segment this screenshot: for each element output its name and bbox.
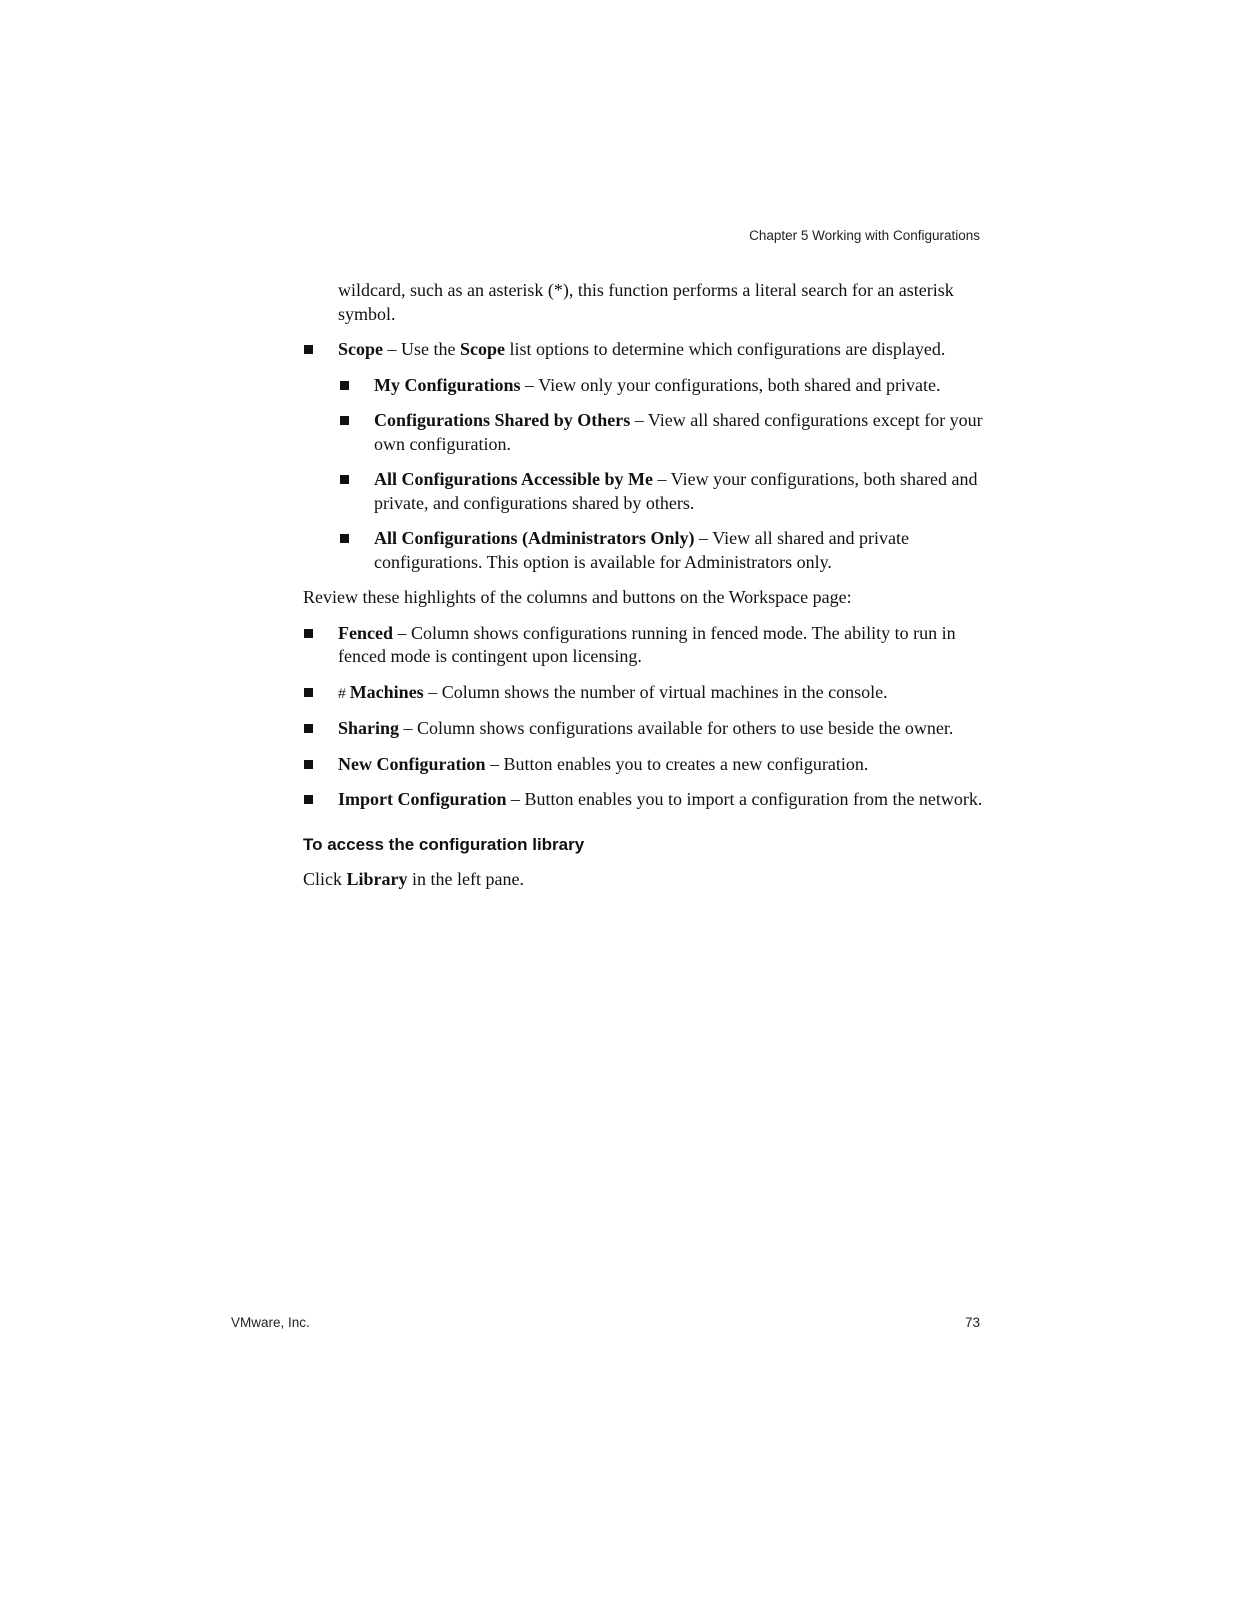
scope-text-a: – Use the xyxy=(383,339,460,359)
option-term: Configurations Shared by Others xyxy=(374,410,631,430)
highlight-desc: – Button enables you to creates a new configuration. xyxy=(485,753,869,774)
list-item-scope xyxy=(303,338,983,362)
procedure-step xyxy=(303,868,983,892)
option-term: All Configurations (Administrators Only) xyxy=(374,528,695,548)
procedure-heading: To access the configuration library xyxy=(303,834,585,854)
option-desc: – View all shared configurations except for your own configuration. xyxy=(374,410,983,454)
list-item-highlight xyxy=(303,717,983,741)
list-item-highlight xyxy=(303,681,983,706)
scope-text-b: list options to determine which configurations are displayed. xyxy=(504,339,946,359)
bullet-square-icon xyxy=(340,381,349,390)
highlight-term: Fenced xyxy=(338,622,393,643)
running-header: Chapter 5 Working with Configurations xyxy=(749,228,980,243)
scope-term-2: Scope xyxy=(459,339,505,359)
highlight-term: Import Configuration xyxy=(338,789,507,809)
highlight-desc: – Button enables you to import a configuration from the network. xyxy=(506,789,983,809)
page-body xyxy=(303,279,983,903)
procedure-term: Library xyxy=(346,868,408,889)
option-desc: – View all shared and private configurations. This option is available for Administrators only. xyxy=(374,528,910,572)
procedure-text-b: in the left pane. xyxy=(407,868,524,889)
bullet-square-icon xyxy=(340,475,349,484)
highlight-prefix: # xyxy=(338,684,350,701)
review-paragraph: Review these highlights of the columns and buttons on the Workspace page: xyxy=(303,587,852,607)
page-number: 73 xyxy=(964,1315,980,1330)
list-item-scope-option xyxy=(339,409,983,456)
option-desc: – View only your configurations, both shared and private. xyxy=(520,374,941,395)
highlight-term: Machines xyxy=(349,681,424,702)
intro-continuation: wildcard, such as an asterisk (*), this function performs a literal search for an asterisk symbol. xyxy=(338,280,954,324)
highlight-term: New Configuration xyxy=(338,753,486,774)
bullet-square-icon xyxy=(304,795,313,804)
list-item-scope-option xyxy=(339,468,983,515)
bullet-square-icon xyxy=(304,760,313,769)
option-desc: – View your configurations, both shared and private, and configurations shared by others. xyxy=(374,469,978,513)
highlight-desc: – Column shows the number of virtual machines in the console. xyxy=(423,681,888,702)
highlight-term: Sharing xyxy=(338,718,400,738)
list-item-scope-option xyxy=(339,527,983,574)
option-term: My Configurations xyxy=(374,374,521,395)
bullet-square-icon xyxy=(304,688,313,697)
bullet-square-icon xyxy=(340,416,349,425)
scope-term: Scope xyxy=(338,339,383,359)
bullet-square-icon xyxy=(304,724,313,733)
footer-company: VMware, Inc. xyxy=(231,1315,310,1330)
list-item-highlight xyxy=(303,753,983,777)
option-term: All Configurations Accessible by Me xyxy=(374,469,653,489)
list-item-highlight xyxy=(303,622,983,669)
highlight-desc: – Column shows configurations available for others to use beside the owner. xyxy=(399,718,954,738)
bullet-square-icon xyxy=(304,345,313,354)
bullet-square-icon xyxy=(340,534,349,543)
list-item-highlight xyxy=(303,788,983,812)
highlight-desc: – Column shows configurations running in fenced mode. The ability to run in fenced mode is contingent upon licensing. xyxy=(338,622,956,666)
procedure-text-a: Click xyxy=(303,868,347,889)
list-item-scope-option xyxy=(339,374,983,398)
bullet-square-icon xyxy=(304,629,313,638)
